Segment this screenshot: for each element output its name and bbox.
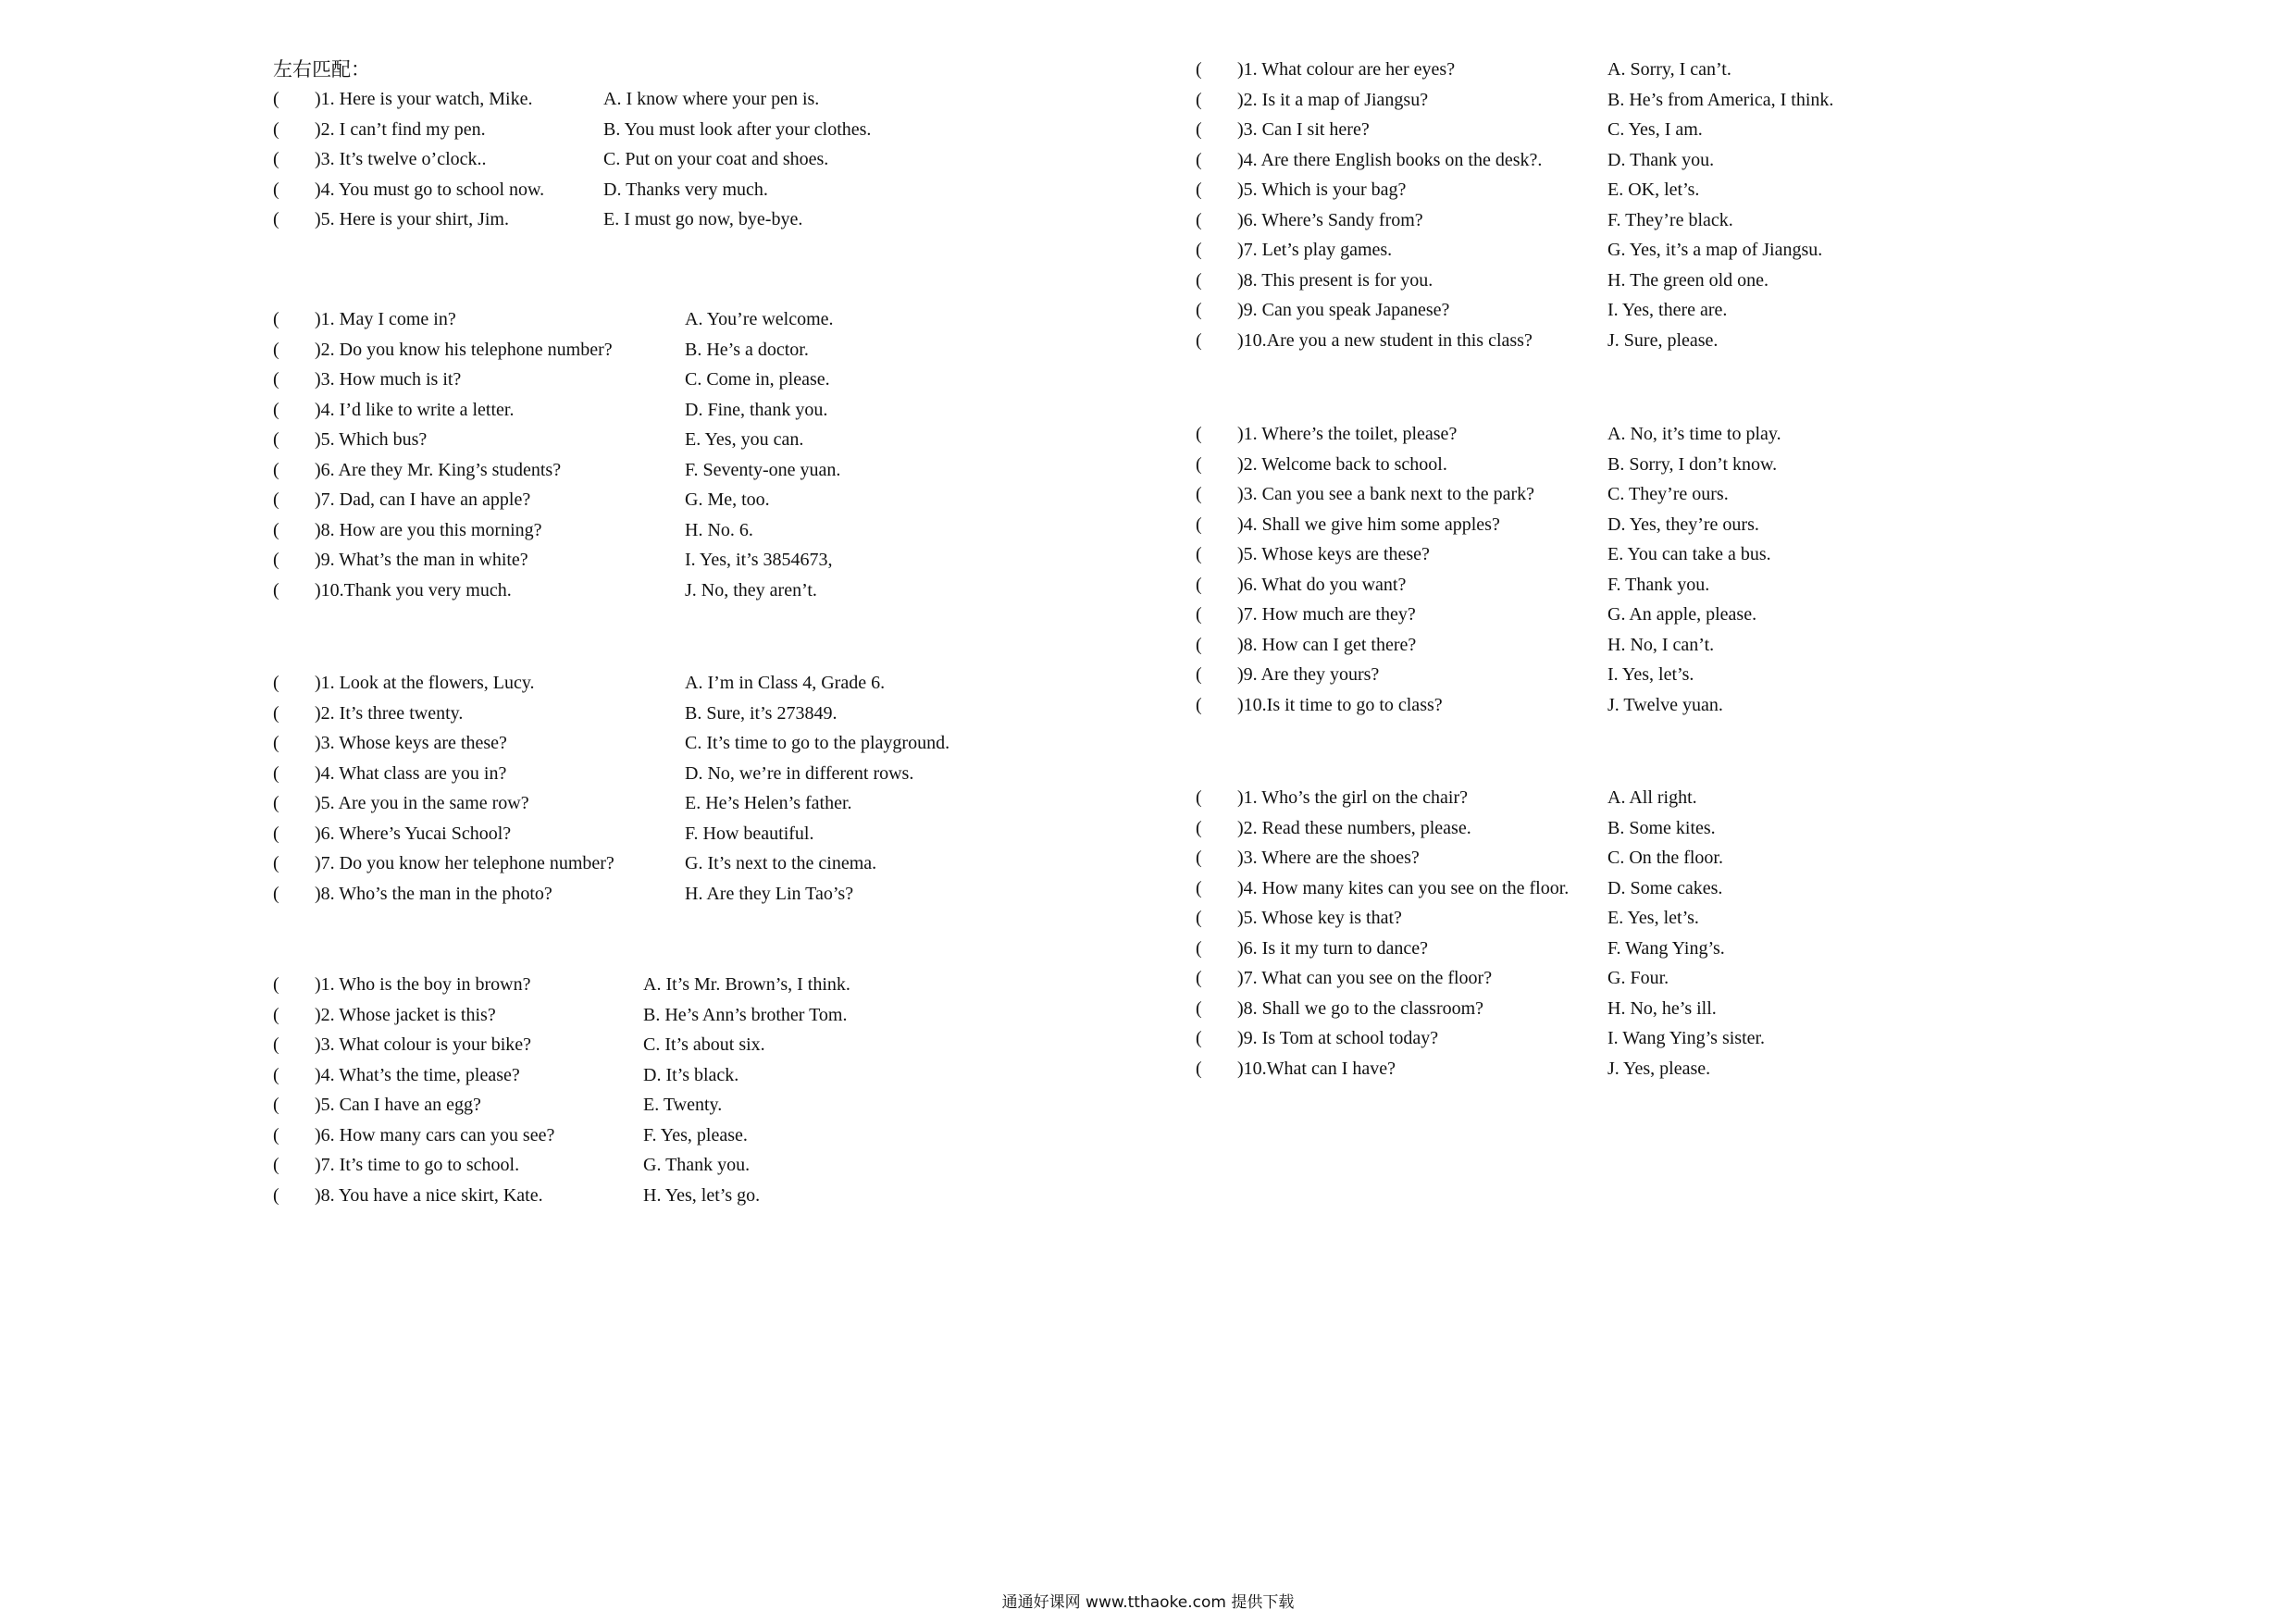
answer-blank[interactable]: (: [273, 1124, 279, 1145]
question-text: )5. Which bus?: [315, 429, 428, 450]
answer-blank[interactable]: (: [273, 733, 279, 753]
question-text: )8. You have a nice skirt, Kate.: [315, 1184, 543, 1206]
answer-blank[interactable]: (: [273, 489, 279, 510]
question-text: )4. How many kites can you see on the floor.: [1237, 877, 1570, 898]
question-text: )7. Dad, can I have an apple?: [315, 489, 531, 510]
answer-option: D. No, we’re in different rows.: [685, 762, 914, 784]
answer-blank[interactable]: (: [273, 429, 279, 450]
question-text: )8. This present is for you.: [1237, 269, 1433, 291]
answer-option: A. I’m in Class 4, Grade 6.: [685, 673, 886, 693]
question-text: )1. Look at the flowers, Lucy.: [315, 673, 535, 693]
answer-option: F. They’re black.: [1607, 209, 1733, 230]
question-text: )9. Is Tom at school today?: [1237, 1028, 1439, 1048]
answer-option: B. You must look after your clothes.: [603, 118, 872, 140]
answer-option: F. Wang Ying’s.: [1607, 937, 1725, 959]
answer-blank[interactable]: (: [273, 399, 279, 420]
answer-option: H. The green old one.: [1607, 269, 1769, 291]
question-text: )10.Are you a new student in this class?: [1237, 329, 1533, 351]
question-text: )3. What colour is your bike?: [315, 1034, 532, 1055]
question-text: )5. Are you in the same row?: [315, 793, 529, 813]
question-text: )4. Are there English books on the desk?.: [1237, 149, 1543, 170]
question-text: )9. Are they yours?: [1237, 664, 1380, 685]
question-text: )3. Can you see a bank next to the park?: [1237, 484, 1535, 504]
answer-option: J. Sure, please.: [1607, 329, 1719, 351]
answer-option: I. Yes, let’s.: [1607, 664, 1694, 685]
answer-blank[interactable]: (: [1196, 484, 1202, 504]
answer-option: C. They’re ours.: [1607, 484, 1729, 504]
answer-blank[interactable]: (: [273, 369, 279, 390]
answer-option: B. Sorry, I don’t know.: [1607, 453, 1778, 475]
question-text: )5. Can I have an egg?: [315, 1095, 481, 1115]
question-text: )6. Where’s Yucai School?: [315, 823, 512, 844]
answer-blank[interactable]: (: [273, 853, 279, 873]
question-text: )9. Can you speak Japanese?: [1237, 300, 1450, 320]
answer-blank[interactable]: (: [273, 209, 279, 229]
answer-blank[interactable]: (: [1196, 89, 1202, 110]
question-text: )5. Which is your bag?: [1237, 180, 1407, 200]
answer-option: A. You’re welcome.: [685, 309, 834, 329]
answer-option: E. Yes, you can.: [685, 429, 804, 450]
question-text: )7. How much are they?: [1237, 604, 1416, 625]
question-text: )8. Who’s the man in the photo?: [315, 883, 552, 904]
answer-option: B. He’s from America, I think.: [1607, 89, 1834, 110]
answer-blank[interactable]: (: [273, 579, 279, 601]
answer-blank[interactable]: (: [273, 702, 279, 724]
answer-option: G. It’s next to the cinema.: [685, 853, 877, 873]
answer-blank[interactable]: (: [273, 974, 279, 995]
answer-option: J. Yes, please.: [1607, 1058, 1711, 1079]
answer-option: B. He’s a doctor.: [685, 339, 809, 360]
answer-blank[interactable]: (: [1196, 848, 1202, 868]
question-text: )3. Whose keys are these?: [315, 733, 507, 753]
answer-option: G. Yes, it’s a map of Jiangsu.: [1607, 240, 1823, 260]
answer-blank[interactable]: (: [1196, 787, 1202, 808]
question-text: )4. You must go to school now.: [315, 179, 545, 200]
question-text: )10.Thank you very much.: [315, 579, 512, 601]
answer-blank[interactable]: (: [1196, 664, 1202, 685]
answer-blank[interactable]: (: [1196, 1058, 1202, 1079]
answer-option: F. How beautiful.: [685, 823, 814, 844]
answer-option: D. Fine, thank you.: [685, 399, 828, 420]
answer-option: E. You can take a bus.: [1607, 544, 1771, 564]
answer-option: D. It’s black.: [643, 1064, 739, 1085]
answer-option: C. Come in, please.: [685, 369, 830, 390]
answer-option: A. It’s Mr. Brown’s, I think.: [643, 974, 850, 995]
question-text: )7. Let’s play games.: [1237, 240, 1393, 260]
answer-blank[interactable]: (: [273, 118, 279, 140]
answer-option: G. An apple, please.: [1607, 604, 1757, 625]
answer-option: E. Yes, let’s.: [1607, 908, 1699, 928]
question-text: )4. What class are you in?: [315, 762, 507, 784]
answer-blank[interactable]: (: [273, 339, 279, 360]
question-text: )1. Who’s the girl on the chair?: [1237, 787, 1469, 808]
answer-option: G. Thank you.: [643, 1155, 751, 1175]
answer-blank[interactable]: (: [273, 1004, 279, 1025]
question-text: )6. What do you want?: [1237, 574, 1407, 595]
answer-blank[interactable]: (: [1196, 968, 1202, 988]
answer-blank[interactable]: (: [1196, 817, 1202, 838]
answer-option: B. Sure, it’s 273849.: [685, 702, 838, 724]
answer-blank[interactable]: (: [273, 89, 279, 109]
question-text: )2. I can’t find my pen.: [315, 118, 486, 140]
answer-option: H. Are they Lin Tao’s?: [685, 883, 854, 904]
answer-blank[interactable]: (: [1196, 269, 1202, 291]
answer-blank[interactable]: (: [1196, 544, 1202, 564]
question-text: )1. What colour are her eyes?: [1237, 59, 1456, 80]
answer-option: H. Yes, let’s go.: [643, 1184, 761, 1206]
question-text: )1. Here is your watch, Mike.: [315, 89, 533, 109]
question-text: )6. Are they Mr. King’s students?: [315, 459, 562, 480]
answer-blank[interactable]: (: [1196, 604, 1202, 625]
answer-option: F. Yes, please.: [643, 1124, 748, 1145]
answer-blank[interactable]: (: [273, 762, 279, 784]
question-text: )1. Where’s the toilet, please?: [1237, 424, 1458, 444]
answer-option: I. Wang Ying’s sister.: [1607, 1028, 1766, 1048]
answer-blank[interactable]: (: [1196, 514, 1202, 535]
question-text: )3. How much is it?: [315, 369, 462, 390]
answer-blank[interactable]: (: [1196, 997, 1202, 1019]
answer-blank[interactable]: (: [1196, 180, 1202, 200]
question-text: )3. Can I sit here?: [1237, 119, 1370, 140]
answer-blank[interactable]: (: [273, 1095, 279, 1115]
answer-option: D. Yes, they’re ours.: [1607, 514, 1759, 535]
answer-blank[interactable]: (: [273, 179, 279, 200]
answer-option: C. Yes, I am.: [1607, 119, 1703, 140]
answer-option: C. Put on your coat and shoes.: [603, 149, 829, 169]
answer-option: E. OK, let’s.: [1607, 180, 1700, 200]
question-text: )4. Shall we give him some apples?: [1237, 514, 1500, 535]
question-text: )1. Who is the boy in brown?: [315, 974, 531, 995]
answer-blank[interactable]: (: [1196, 937, 1202, 959]
answer-blank[interactable]: (: [1196, 149, 1202, 170]
answer-option: C. It’s time to go to the playground.: [685, 733, 950, 753]
question-text: )2. Is it a map of Jiangsu?: [1237, 89, 1429, 110]
answer-blank[interactable]: (: [1196, 574, 1202, 595]
question-text: )8. How are you this morning?: [315, 519, 542, 540]
answer-blank[interactable]: (: [1196, 453, 1202, 475]
answer-blank[interactable]: (: [273, 673, 279, 693]
answer-option: A. All right.: [1607, 787, 1697, 808]
answer-blank[interactable]: (: [273, 793, 279, 813]
question-text: )8. Shall we go to the classroom?: [1237, 997, 1484, 1019]
answer-option: F. Seventy-one yuan.: [685, 459, 841, 480]
question-text: )6. Where’s Sandy from?: [1237, 209, 1423, 230]
question-text: )7. It’s time to go to school.: [315, 1155, 520, 1175]
answer-blank[interactable]: (: [273, 823, 279, 844]
answer-blank[interactable]: (: [273, 550, 279, 570]
answer-blank[interactable]: (: [1196, 119, 1202, 140]
answer-blank[interactable]: (: [273, 1155, 279, 1175]
answer-option: E. Twenty.: [643, 1095, 723, 1115]
question-text: )2. Do you know his telephone number?: [315, 339, 613, 360]
answer-blank[interactable]: (: [273, 1184, 279, 1206]
page-footer: 通通好课网 www.tthaoke.com 提供下载: [1001, 1593, 1295, 1612]
answer-option: F. Thank you.: [1607, 574, 1710, 595]
question-text: )2. It’s three twenty.: [315, 702, 464, 724]
answer-blank[interactable]: (: [1196, 209, 1202, 230]
question-text: )8. How can I get there?: [1237, 634, 1417, 655]
answer-blank[interactable]: (: [1196, 634, 1202, 655]
question-text: )9. What’s the man in white?: [315, 550, 528, 570]
answer-option: J. Twelve yuan.: [1607, 694, 1723, 715]
question-text: )10.Is it time to go to class?: [1237, 694, 1443, 715]
answer-option: D. Thank you.: [1607, 149, 1715, 170]
answer-blank[interactable]: (: [1196, 908, 1202, 928]
question-text: )2. Whose jacket is this?: [315, 1004, 496, 1025]
answer-option: C. On the floor.: [1607, 848, 1723, 868]
answer-blank[interactable]: (: [273, 309, 279, 329]
answer-option: D. Thanks very much.: [603, 179, 768, 200]
answer-blank[interactable]: (: [1196, 300, 1202, 320]
question-text: )4. I’d like to write a letter.: [315, 399, 515, 420]
answer-blank[interactable]: (: [1196, 694, 1202, 715]
answer-blank[interactable]: (: [1196, 877, 1202, 898]
question-text: )3. It’s twelve o’clock..: [315, 149, 487, 169]
answer-option: A. No, it’s time to play.: [1607, 424, 1781, 444]
answer-option: G. Me, too.: [685, 489, 770, 510]
answer-option: I. Yes, there are.: [1607, 300, 1728, 320]
question-text: )5. Here is your shirt, Jim.: [315, 209, 509, 229]
answer-blank[interactable]: (: [1196, 424, 1202, 444]
answer-blank[interactable]: (: [273, 1034, 279, 1055]
answer-option: H. No. 6.: [685, 519, 753, 540]
answer-blank[interactable]: (: [273, 519, 279, 540]
answer-option: E. I must go now, bye-bye.: [603, 209, 803, 229]
question-text: )10.What can I have?: [1237, 1058, 1396, 1079]
question-text: )3. Where are the shoes?: [1237, 848, 1420, 868]
question-text: )7. What can you see on the floor?: [1237, 968, 1493, 988]
answer-blank[interactable]: (: [273, 1064, 279, 1085]
question-text: )1. May I come in?: [315, 309, 456, 329]
answer-option: I. Yes, it’s 3854673,: [685, 550, 833, 570]
answer-option: C. It’s about six.: [643, 1034, 765, 1055]
question-text: )4. What’s the time, please?: [315, 1064, 520, 1085]
answer-blank[interactable]: (: [1196, 1028, 1202, 1048]
answer-blank[interactable]: (: [1196, 329, 1202, 351]
page-heading: 左右匹配：: [273, 58, 370, 80]
question-text: )6. How many cars can you see?: [315, 1124, 555, 1145]
question-text: )6. Is it my turn to dance?: [1237, 937, 1429, 959]
answer-option: B. Some kites.: [1607, 817, 1716, 838]
answer-option: B. He’s Ann’s brother Tom.: [643, 1004, 848, 1025]
answer-option: J. No, they aren’t.: [685, 579, 817, 601]
answer-blank[interactable]: (: [273, 459, 279, 480]
answer-option: E. He’s Helen’s father.: [685, 793, 852, 813]
question-text: )7. Do you know her telephone number?: [315, 853, 614, 873]
question-text: )5. Whose keys are these?: [1237, 544, 1430, 564]
question-text: )5. Whose key is that?: [1237, 908, 1402, 928]
answer-blank[interactable]: (: [1196, 59, 1202, 80]
question-text: )2. Welcome back to school.: [1237, 453, 1447, 475]
answer-option: H. No, he’s ill.: [1607, 997, 1717, 1019]
answer-option: A. I know where your pen is.: [603, 89, 820, 109]
answer-option: H. No, I can’t.: [1607, 634, 1715, 655]
answer-blank[interactable]: (: [273, 883, 279, 904]
answer-blank[interactable]: (: [1196, 240, 1202, 260]
answer-option: A. Sorry, I can’t.: [1607, 59, 1731, 80]
answer-option: G. Four.: [1607, 968, 1669, 988]
answer-blank[interactable]: (: [273, 149, 279, 169]
question-text: )2. Read these numbers, please.: [1237, 817, 1471, 838]
answer-option: D. Some cakes.: [1607, 877, 1723, 898]
